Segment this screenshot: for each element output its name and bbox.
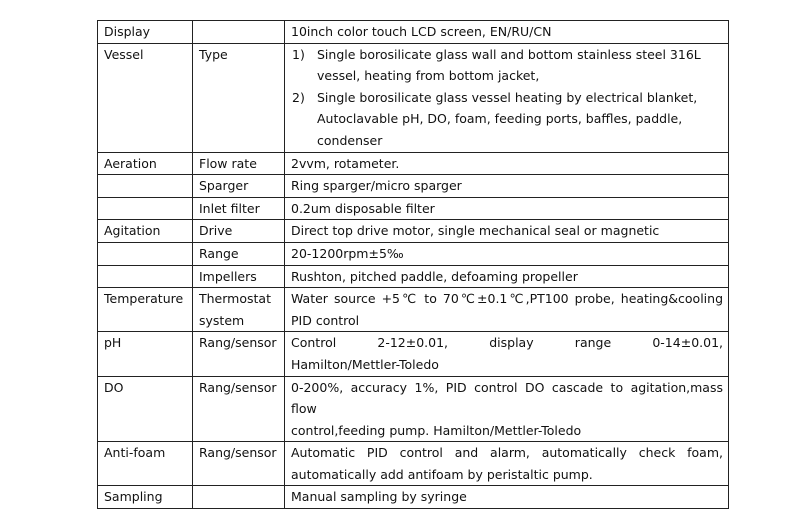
category-cell bbox=[98, 242, 193, 265]
vessel-type-list bbox=[291, 44, 723, 152]
category-cell bbox=[98, 175, 193, 198]
table-row bbox=[98, 486, 729, 509]
subcategory-cell: Inlet filter bbox=[193, 197, 285, 220]
value-line: 0-200%, accuracy 1%, PID control DO cascade to agitation,mass flow bbox=[291, 379, 723, 417]
list-number: 1) bbox=[292, 46, 305, 62]
category-cell bbox=[98, 265, 193, 288]
value-line: Hamilton/Mettler-Toledo bbox=[291, 356, 439, 372]
subcategory-cell: Range bbox=[193, 242, 285, 265]
subcategory-cell: Type bbox=[193, 43, 285, 152]
spec-table bbox=[97, 20, 729, 509]
value-cell: 20-1200rpm±5‰ bbox=[285, 242, 729, 265]
table-row bbox=[98, 21, 729, 44]
category-cell: Temperature bbox=[98, 288, 193, 332]
list-text: Single borosilicate glass wall and bottom stainless steel 316L vessel, heating from bottom jacket, bbox=[317, 46, 701, 84]
subcategory-cell: Impellers bbox=[193, 265, 285, 288]
subcategory-cell: Thermostat system bbox=[193, 288, 285, 332]
value-line: automatically add antifoam by peristaltic pump. bbox=[291, 466, 593, 482]
value-cell: 2vvm, rotameter. bbox=[285, 152, 729, 175]
table-row bbox=[98, 265, 729, 288]
table-row bbox=[98, 152, 729, 175]
value-line: Control 2-12±0.01, display range 0-14±0.01, bbox=[291, 335, 723, 351]
value-line: Water source +5℃ to 70℃±0.1℃,PT100 probe, heating&cooling bbox=[291, 291, 723, 307]
value-cell: Manual sampling by syringe bbox=[285, 486, 729, 509]
category-cell bbox=[98, 197, 193, 220]
value-line: Automatic PID control and alarm, automatically check foam, bbox=[291, 445, 723, 461]
table-row bbox=[98, 442, 729, 486]
value-cell: 0.2um disposable filter bbox=[285, 197, 729, 220]
category-cell: Anti-foam bbox=[98, 442, 193, 486]
table-row bbox=[98, 376, 729, 442]
value-cell bbox=[285, 442, 729, 486]
value-cell: 10inch color touch LCD screen, EN/RU/CN bbox=[285, 21, 729, 44]
table-row bbox=[98, 242, 729, 265]
list-item bbox=[291, 44, 723, 87]
subcategory-cell bbox=[193, 486, 285, 509]
value-cell: Ring sparger/micro sparger bbox=[285, 175, 729, 198]
subcategory-cell: Rang/sensor bbox=[193, 376, 285, 442]
table-row bbox=[98, 175, 729, 198]
subcategory-cell: Flow rate bbox=[193, 152, 285, 175]
category-cell: Display bbox=[98, 21, 193, 44]
subcategory-cell: Sparger bbox=[193, 175, 285, 198]
list-item bbox=[291, 87, 723, 152]
table-row bbox=[98, 197, 729, 220]
value-line: PID control bbox=[291, 312, 360, 328]
value-cell: Direct top drive motor, single mechanical seal or magnetic bbox=[285, 220, 729, 243]
value-cell bbox=[285, 288, 729, 332]
value-line: control,feeding pump. Hamilton/Mettler-Toledo bbox=[291, 422, 582, 438]
table-row bbox=[98, 332, 729, 376]
list-number: 2) bbox=[292, 89, 305, 105]
subcategory-cell bbox=[193, 21, 285, 44]
value-cell bbox=[285, 332, 729, 376]
category-cell: Aeration bbox=[98, 152, 193, 175]
table-row bbox=[98, 43, 729, 152]
category-cell: Vessel bbox=[98, 43, 193, 152]
table-row bbox=[98, 288, 729, 332]
table-row bbox=[98, 220, 729, 243]
value-cell bbox=[285, 43, 729, 152]
category-cell: Sampling bbox=[98, 486, 193, 509]
category-cell: Agitation bbox=[98, 220, 193, 243]
subcategory-cell: Rang/sensor bbox=[193, 442, 285, 486]
value-cell: Rushton, pitched paddle, defoaming propeller bbox=[285, 265, 729, 288]
list-text: Single borosilicate glass vessel heating by electrical blanket, Autoclavable pH, DO, foam, feeding ports, baffles, paddle, condenser bbox=[317, 89, 698, 148]
value-cell bbox=[285, 376, 729, 442]
category-cell: pH bbox=[98, 332, 193, 376]
subcategory-cell: Rang/sensor bbox=[193, 332, 285, 376]
category-cell: DO bbox=[98, 376, 193, 442]
subcategory-cell: Drive bbox=[193, 220, 285, 243]
